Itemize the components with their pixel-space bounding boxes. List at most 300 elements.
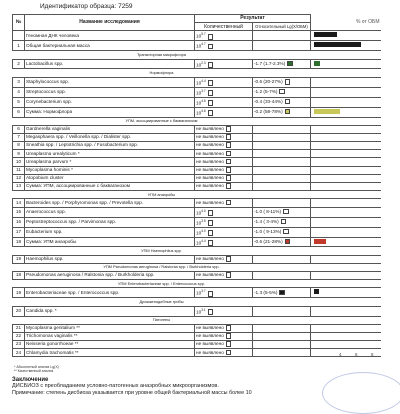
col-quant-header: Количественный bbox=[195, 23, 253, 31]
sample-id: Идентификатор образца: 7259 bbox=[40, 3, 133, 10]
row-checkbox[interactable] bbox=[226, 256, 232, 262]
table-row bbox=[13, 125, 381, 133]
quant-exponent: 3.1 bbox=[201, 307, 206, 312]
table-row bbox=[13, 142, 381, 150]
quant-base: 10 bbox=[196, 210, 202, 216]
row-relative bbox=[253, 217, 311, 227]
quant-base: 10 bbox=[196, 62, 202, 68]
row-bar-cell bbox=[311, 217, 381, 227]
row-quantitative bbox=[195, 41, 253, 51]
row-relative bbox=[253, 174, 311, 182]
row-quantitative bbox=[195, 272, 253, 280]
row-checkbox[interactable] bbox=[208, 62, 214, 68]
row-bar-cell bbox=[311, 255, 381, 263]
row-number: 13 bbox=[13, 183, 25, 191]
section-row bbox=[13, 69, 381, 77]
row-relative bbox=[253, 237, 311, 247]
row-quantitative bbox=[195, 237, 253, 247]
row-relative bbox=[253, 166, 311, 174]
row-number: 19 bbox=[13, 255, 25, 263]
row-checkbox[interactable] bbox=[226, 333, 232, 339]
row-relative bbox=[253, 255, 311, 263]
quant-base: не выявлено bbox=[196, 150, 224, 156]
quant-base: не выявлено bbox=[196, 167, 224, 173]
section-row bbox=[13, 117, 381, 125]
section-spacer bbox=[311, 247, 381, 255]
row-name: Streptococcus spp. bbox=[25, 87, 195, 97]
row-relative bbox=[253, 227, 311, 237]
row-checkbox[interactable] bbox=[208, 240, 214, 246]
quant-exponent: 5.7 bbox=[201, 32, 206, 37]
table-row bbox=[13, 158, 381, 166]
row-bar-cell bbox=[311, 158, 381, 166]
relative-indicator bbox=[279, 89, 285, 95]
section-row bbox=[13, 51, 381, 59]
quant-base: 10 bbox=[196, 110, 202, 116]
row-checkbox[interactable] bbox=[226, 126, 232, 132]
row-checkbox[interactable] bbox=[208, 44, 214, 50]
row-number: 19 bbox=[13, 288, 25, 298]
quant-base: не выявлено bbox=[196, 134, 224, 140]
row-name: Haemophilus spp. bbox=[25, 255, 195, 263]
relative-value: -1.2 (5-7%) bbox=[254, 88, 278, 94]
table-row bbox=[13, 272, 381, 280]
row-checkbox[interactable] bbox=[226, 151, 232, 157]
row-number: 1 bbox=[13, 41, 25, 51]
row-bar-cell bbox=[311, 272, 381, 280]
row-number: 14 bbox=[13, 199, 25, 207]
row-relative bbox=[253, 59, 311, 69]
table-row bbox=[13, 59, 381, 69]
relative-indicator bbox=[281, 219, 287, 225]
row-checkbox[interactable] bbox=[226, 341, 232, 347]
conclusion-note: Примечание: степень дисбиоза указывается при уровне общей бактериальной массы более 10 bbox=[12, 389, 252, 396]
row-bar-cell bbox=[311, 107, 381, 117]
row-number: 6 bbox=[13, 125, 25, 133]
row-name: Сумма: УПМ анаэробы bbox=[25, 237, 195, 247]
row-checkbox[interactable] bbox=[208, 220, 214, 226]
axis-tick-4: 4 bbox=[339, 352, 342, 357]
quant-base: 10 bbox=[196, 240, 202, 246]
row-bar-cell bbox=[311, 324, 381, 332]
row-quantitative bbox=[195, 31, 253, 41]
row-number: 23 bbox=[13, 341, 25, 349]
section-spacer bbox=[311, 191, 381, 199]
row-checkbox[interactable] bbox=[226, 142, 232, 148]
row-name: Pseudomonas aeruginosa / Ralstonia spp. / Burkholderia spp. bbox=[25, 272, 195, 280]
row-bar-cell bbox=[311, 41, 381, 51]
row-bar-cell bbox=[311, 288, 381, 298]
row-checkbox[interactable] bbox=[226, 167, 232, 173]
relative-value: -0.2 (58-78%) bbox=[254, 108, 283, 114]
row-quantitative bbox=[195, 199, 253, 207]
relative-value: -1.0 ( 9-13%) bbox=[254, 228, 282, 234]
relative-indicator bbox=[285, 109, 291, 115]
row-checkbox[interactable] bbox=[226, 134, 232, 140]
footnote-qualitative: ** Качественный анализ bbox=[14, 369, 54, 374]
row-name: Corynebacterium spp. bbox=[25, 97, 195, 107]
quant-base: не выявлено bbox=[196, 333, 224, 339]
quant-base: 10 bbox=[196, 309, 202, 315]
row-name: Gardnerella vaginalis bbox=[25, 125, 195, 133]
row-checkbox[interactable] bbox=[226, 200, 232, 206]
row-checkbox[interactable] bbox=[208, 291, 214, 297]
quant-exponent: 4.7 bbox=[201, 42, 206, 47]
section-label: Патогены bbox=[13, 316, 311, 324]
quant-base: 10 bbox=[196, 33, 202, 39]
row-number: 20 bbox=[13, 306, 25, 316]
row-name: Сумма: УПМ, ассоциированные с бакваганозом bbox=[25, 183, 195, 191]
quant-base: не выявлено bbox=[196, 272, 224, 278]
row-bar-cell bbox=[311, 142, 381, 150]
row-checkbox[interactable] bbox=[208, 100, 214, 106]
table-row bbox=[13, 237, 381, 247]
quant-base: не выявлено bbox=[196, 325, 224, 331]
result-bar bbox=[314, 289, 319, 294]
row-name: Ureaplasma urealyticum * bbox=[25, 150, 195, 158]
scale-axis bbox=[313, 352, 383, 358]
row-quantitative bbox=[195, 341, 253, 349]
row-quantitative bbox=[195, 217, 253, 227]
row-number: 16 bbox=[13, 217, 25, 227]
row-relative bbox=[253, 306, 311, 316]
quant-exponent: 4.4 bbox=[201, 238, 206, 243]
row-number: 17 bbox=[13, 227, 25, 237]
result-bar bbox=[314, 32, 337, 37]
relative-value: -1.4 ( 3-4%) bbox=[254, 218, 279, 224]
row-name: Megasphaera spp. / Veillonella spp. / Dialister spp. bbox=[25, 133, 195, 141]
footnote-absolute: * Абсолютный анализ Lg(X) bbox=[14, 365, 59, 369]
row-number: 2 bbox=[13, 59, 25, 69]
table-row bbox=[13, 41, 381, 51]
section-spacer bbox=[311, 69, 381, 77]
table-row bbox=[13, 255, 381, 263]
axis-tick-8: 8 bbox=[371, 352, 374, 357]
quant-exponent: 4.0 bbox=[201, 228, 206, 233]
table-row bbox=[13, 97, 381, 107]
section-spacer bbox=[311, 316, 381, 324]
section-label: Нормофлора bbox=[13, 69, 311, 77]
section-row bbox=[13, 191, 381, 199]
row-name: Candida spp. * bbox=[25, 306, 195, 316]
row-checkbox[interactable] bbox=[208, 110, 214, 116]
row-relative bbox=[253, 125, 311, 133]
row-checkbox[interactable] bbox=[226, 325, 232, 331]
relative-value: -1.3 (5-5%) bbox=[254, 289, 278, 295]
col-num-header: № bbox=[13, 15, 25, 31]
axis-tick-6: 6 bbox=[355, 352, 358, 357]
row-checkbox[interactable] bbox=[226, 350, 232, 356]
row-quantitative bbox=[195, 107, 253, 117]
quant-base: 10 bbox=[196, 80, 202, 86]
row-checkbox[interactable] bbox=[226, 272, 232, 278]
section-row bbox=[13, 280, 381, 288]
row-quantitative bbox=[195, 158, 253, 166]
section-spacer bbox=[311, 263, 381, 271]
row-relative bbox=[253, 158, 311, 166]
footnotes bbox=[14, 365, 59, 373]
quant-base: 10 bbox=[196, 290, 202, 296]
row-name: Общая бактериальная масса bbox=[25, 41, 195, 51]
section-spacer bbox=[311, 117, 381, 125]
row-checkbox[interactable] bbox=[208, 309, 214, 315]
quant-exponent: 4.6 bbox=[201, 108, 206, 113]
stamp bbox=[322, 372, 400, 414]
row-quantitative bbox=[195, 306, 253, 316]
row-number: 4 bbox=[13, 87, 25, 97]
row-quantitative bbox=[195, 125, 253, 133]
table-row bbox=[13, 77, 381, 87]
quant-base: не выявлено bbox=[196, 199, 224, 205]
row-number: 6 bbox=[13, 107, 25, 117]
table-row bbox=[13, 199, 381, 207]
table-row bbox=[13, 166, 381, 174]
row-number: 8 bbox=[13, 142, 25, 150]
row-number: 15 bbox=[13, 207, 25, 217]
row-quantitative bbox=[195, 183, 253, 191]
relative-value: -1.0 ( 8-11%) bbox=[254, 208, 282, 214]
row-relative bbox=[253, 107, 311, 117]
row-number: 18 bbox=[13, 272, 25, 280]
row-number: 21 bbox=[13, 324, 25, 332]
row-relative bbox=[253, 150, 311, 158]
table-row bbox=[13, 227, 381, 237]
result-bar bbox=[314, 61, 320, 66]
row-number: 5 bbox=[13, 97, 25, 107]
row-checkbox[interactable] bbox=[226, 183, 232, 189]
row-quantitative bbox=[195, 97, 253, 107]
quant-base: 10 bbox=[196, 220, 202, 226]
row-relative bbox=[253, 332, 311, 340]
row-relative bbox=[253, 341, 311, 349]
quant-exponent: 2.3 bbox=[201, 60, 206, 65]
row-checkbox[interactable] bbox=[208, 210, 214, 216]
quant-base: 10 bbox=[196, 100, 202, 106]
row-bar-cell bbox=[311, 341, 381, 349]
row-bar-cell bbox=[311, 207, 381, 217]
section-label: Дрожжеподобные грибы bbox=[13, 298, 311, 306]
section-row bbox=[13, 263, 381, 271]
row-bar-cell bbox=[311, 174, 381, 182]
table-row bbox=[13, 133, 381, 141]
row-bar-cell bbox=[311, 332, 381, 340]
quant-exponent: 4.4 bbox=[201, 78, 206, 83]
row-name: Enterobacteriaceae spp. / Enterococcus spp. bbox=[25, 288, 195, 298]
result-bar bbox=[314, 42, 361, 47]
row-number: 18 bbox=[13, 237, 25, 247]
quant-base: не выявлено bbox=[196, 256, 224, 262]
row-number: 22 bbox=[13, 332, 25, 340]
section-row bbox=[13, 316, 381, 324]
row-relative bbox=[253, 97, 311, 107]
section-row bbox=[13, 247, 381, 255]
row-quantitative bbox=[195, 255, 253, 263]
row-name: Anaerococcus spp. bbox=[25, 207, 195, 217]
table-row bbox=[13, 332, 381, 340]
row-number: 9 bbox=[13, 150, 25, 158]
row-number: 10 bbox=[13, 158, 25, 166]
row-number: 3 bbox=[13, 77, 25, 87]
result-bar bbox=[314, 109, 340, 114]
row-quantitative bbox=[195, 133, 253, 141]
row-quantitative bbox=[195, 174, 253, 182]
row-bar-cell bbox=[311, 306, 381, 316]
quant-exponent: 3.7 bbox=[201, 88, 206, 93]
table-row bbox=[13, 31, 381, 41]
relative-indicator bbox=[283, 229, 289, 235]
quant-exponent: 3.7 bbox=[201, 289, 206, 294]
quant-base: не выявлено bbox=[196, 341, 224, 347]
result-bar bbox=[314, 239, 326, 244]
row-quantitative bbox=[195, 77, 253, 87]
row-quantitative bbox=[195, 142, 253, 150]
quant-base: не выявлено bbox=[196, 349, 224, 355]
row-quantitative bbox=[195, 288, 253, 298]
section-label: УПМ, ассоциированные с бакваганозом bbox=[13, 117, 311, 125]
section-label: Транзиторная микрофлора bbox=[13, 51, 311, 59]
quant-base: не выявлено bbox=[196, 126, 224, 132]
row-name: Neisseria gonorrhoeae ** bbox=[25, 341, 195, 349]
row-bar-cell bbox=[311, 77, 381, 87]
row-checkbox[interactable] bbox=[226, 159, 232, 165]
row-relative bbox=[253, 133, 311, 141]
table-row bbox=[13, 217, 381, 227]
row-name: Lactobacillus spp. bbox=[25, 59, 195, 69]
row-relative bbox=[253, 349, 311, 357]
row-checkbox[interactable] bbox=[208, 34, 214, 40]
quant-base: 10 bbox=[196, 230, 202, 236]
row-quantitative bbox=[195, 59, 253, 69]
table-row bbox=[13, 183, 381, 191]
row-number: 11 bbox=[13, 166, 25, 174]
conclusion-title: Заключение bbox=[12, 377, 49, 383]
row-relative bbox=[253, 199, 311, 207]
row-bar-cell bbox=[311, 87, 381, 97]
quant-base: не выявлено bbox=[196, 183, 224, 189]
row-quantitative bbox=[195, 166, 253, 174]
relative-indicator bbox=[283, 209, 289, 215]
col-name-header: Название исследования bbox=[25, 15, 195, 31]
table-row bbox=[13, 150, 381, 158]
row-checkbox[interactable] bbox=[208, 80, 214, 86]
section-spacer bbox=[311, 51, 381, 59]
row-relative bbox=[253, 207, 311, 217]
row-name: Trichomonas vaginalis ** bbox=[25, 332, 195, 340]
col-extra-header: % от ОБМ bbox=[355, 19, 380, 26]
row-name: Ureaplasma parvum * bbox=[25, 158, 195, 166]
relative-indicator bbox=[285, 79, 291, 85]
table-row bbox=[13, 174, 381, 182]
table-header-row bbox=[13, 15, 381, 23]
row-checkbox[interactable] bbox=[226, 175, 232, 181]
quant-base: не выявлено bbox=[196, 158, 224, 164]
table-row bbox=[13, 324, 381, 332]
quant-base: 10 bbox=[196, 90, 202, 96]
row-bar-cell bbox=[311, 97, 381, 107]
row-number: 24 bbox=[13, 349, 25, 357]
row-name: Chlamydia trachomatis ** bbox=[25, 349, 195, 357]
conclusion-text: ДИСБИОЗ с преобладанием условно-патогенных анаэробных микроорганизмов. bbox=[12, 383, 219, 389]
row-relative bbox=[253, 272, 311, 280]
row-number: 7 bbox=[13, 133, 25, 141]
relative-indicator bbox=[285, 99, 291, 105]
row-quantitative bbox=[195, 150, 253, 158]
section-spacer bbox=[311, 280, 381, 288]
relative-indicator bbox=[285, 239, 291, 245]
relative-indicator bbox=[279, 290, 285, 296]
quant-exponent: 3.5 bbox=[201, 218, 206, 223]
row-relative bbox=[253, 142, 311, 150]
col-rel-header: Относительный Lg(X/ОБМ) bbox=[253, 23, 311, 31]
row-number bbox=[13, 31, 25, 41]
row-name: Atopobium cluster bbox=[25, 174, 195, 182]
row-relative bbox=[253, 288, 311, 298]
quant-exponent: 4.5 bbox=[201, 98, 206, 103]
quant-base: не выявлено bbox=[196, 175, 224, 181]
relative-value: -0.6 (20-27%) bbox=[254, 78, 283, 84]
table-row bbox=[13, 306, 381, 316]
row-bar-cell bbox=[311, 227, 381, 237]
row-checkbox[interactable] bbox=[208, 90, 214, 96]
row-bar-cell bbox=[311, 166, 381, 174]
row-relative bbox=[253, 183, 311, 191]
row-name: Mycoplasma hominis * bbox=[25, 166, 195, 174]
row-name: Staphylococcus spp. bbox=[25, 77, 195, 87]
row-bar-cell bbox=[311, 59, 381, 69]
section-spacer bbox=[311, 298, 381, 306]
row-bar-cell bbox=[311, 31, 381, 41]
row-quantitative bbox=[195, 207, 253, 217]
section-label: УПМ Haemophilus spp. bbox=[13, 247, 311, 255]
row-quantitative bbox=[195, 349, 253, 357]
row-relative bbox=[253, 41, 311, 51]
table-row bbox=[13, 341, 381, 349]
row-name: Сумма: Нормофлора bbox=[25, 107, 195, 117]
table-body bbox=[13, 31, 381, 357]
table-row bbox=[13, 207, 381, 217]
table-row bbox=[13, 288, 381, 298]
row-name: Eubacterium spp. bbox=[25, 227, 195, 237]
row-quantitative bbox=[195, 324, 253, 332]
row-bar-cell bbox=[311, 133, 381, 141]
row-quantitative bbox=[195, 227, 253, 237]
row-bar-cell bbox=[311, 199, 381, 207]
table-row bbox=[13, 107, 381, 117]
relative-value: -1.7 (1.7-2.3%) bbox=[254, 60, 286, 66]
row-relative bbox=[253, 31, 311, 41]
row-bar-cell bbox=[311, 150, 381, 158]
row-relative bbox=[253, 77, 311, 87]
col-result-header: Результат bbox=[195, 15, 311, 23]
row-checkbox[interactable] bbox=[208, 230, 214, 236]
row-bar-cell bbox=[311, 125, 381, 133]
row-quantitative bbox=[195, 332, 253, 340]
section-label: УПМ Pseudomonas aeruginosa / Ralstonia spp. / Burkholderia spp. bbox=[13, 263, 311, 271]
row-name: Peptostreptococcus spp. / Parvimonas spp. bbox=[25, 217, 195, 227]
quant-exponent: 4.0 bbox=[201, 208, 206, 213]
row-number: 12 bbox=[13, 174, 25, 182]
row-name: Геномная ДНК человека bbox=[25, 31, 195, 41]
row-relative bbox=[253, 324, 311, 332]
row-name: Sneathia spp. / Leptotrichia spp. / Fusobacterium spp. bbox=[25, 142, 195, 150]
section-row bbox=[13, 298, 381, 306]
row-relative bbox=[253, 87, 311, 97]
quant-base: 10 bbox=[196, 43, 202, 49]
relative-indicator bbox=[287, 61, 293, 67]
section-label: УПМ анаэробы bbox=[13, 191, 311, 199]
relative-value: -0.6 (21-28%) bbox=[254, 238, 283, 244]
row-bar-cell bbox=[311, 183, 381, 191]
